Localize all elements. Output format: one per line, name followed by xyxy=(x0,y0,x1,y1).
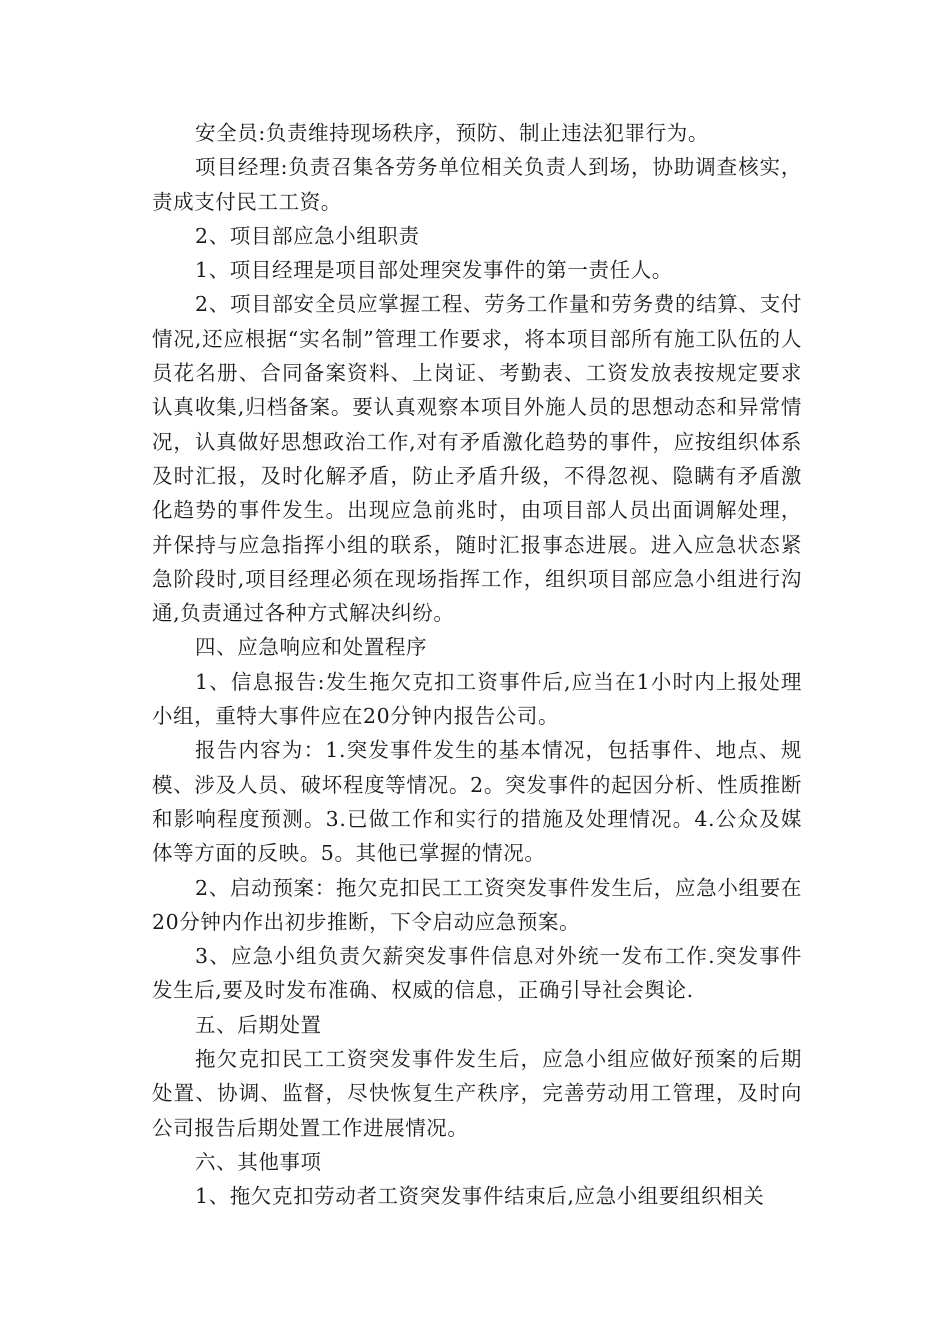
paragraph-safety-officer: 安全员:负责维持现场秩序，预防、制止违法犯罪行为。 xyxy=(195,121,709,145)
paragraph-report-content: 报告内容为：1.突发事件发生的基本情况，包括事件、地点、规模、涉及人员、破坏程度等情况。2。突发事件的起因分析、性质推断和影响程度预测。3.已做工作和实行的措施及处理情况。4.公众及媒体等方面的反映。5。其他已掌握的情况。 xyxy=(152,738,802,866)
paragraph-post-handling: 拖欠克扣民工工资突发事件发生后，应急小组应做好预案的后期处置、协调、监督，尽快恢复生产秩序，完善劳动用工管理，及时向公司报告后期处置工作进展情况。 xyxy=(152,1047,802,1140)
paragraph-information-report: 1、信息报告:发生拖欠克扣工资事件后,应当在1小时内上报处理小组，重特大事件应在20分钟内报告公司。 xyxy=(152,669,802,729)
paragraph-information-release: 3、应急小组负责欠薪突发事件信息对外统一发布工作.突发事件发生后,要及时发布准确、权威的信息，正确引导社会舆论. xyxy=(152,944,802,1003)
paragraph-project-manager: 项目经理:负责召集各劳务单位相关负责人到场，协助调查核实，责成支付民工工资。 xyxy=(152,155,802,214)
heading-response-procedure: 四、应急响应和处置程序 xyxy=(195,635,428,660)
heading-post-handling: 五、后期处置 xyxy=(195,1012,322,1037)
paragraph-after-event: 1、拖欠克扣劳动者工资突发事件结束后,应急小组要组织相关 xyxy=(195,1184,765,1209)
paragraph-safety-officer-duties: 2、项目部安全员应掌握工程、劳务工作量和劳务费的结算、支付情况,还应根据“实名制”管理工作要求，将本项目部所有施工队伍的人员花名册、合同备案资料、上岗证、考勤表、工资发放表按规定要求认真收集,归档备案。要认真观察本项目外施人员的思想动态和异常情况，认真做好思想政治工作,对有矛盾激化趋势的事件，应按组织体系及时汇报，及时化解矛盾，防止矛盾升级，不得忽视、隐瞒有矛盾激化趋势的事件发生。出现应急前兆时，由项目部人员出面调解处理，并保持与应急指挥小组的联系，随时汇报事态进展。进入应急状态紧急阶段时,项目经理必须在现场指挥工作，组织项目部应急小组进行沟通,负责通过各种方式解决纠纷。 xyxy=(152,292,802,626)
document-body xyxy=(152,116,802,1214)
heading-emergency-team-duties: 2、项目部应急小组职责 xyxy=(195,223,420,248)
paragraph-activate-plan: 2、启动预案：拖欠克扣民工工资突发事件发生后，应急小组要在20分钟内作出初步推断，下令启动应急预案。 xyxy=(152,875,802,934)
paragraph-first-responsible: 1、项目经理是项目部处理突发事件的第一责任人。 xyxy=(195,258,673,283)
heading-other-matters: 六、其他事项 xyxy=(195,1149,322,1174)
